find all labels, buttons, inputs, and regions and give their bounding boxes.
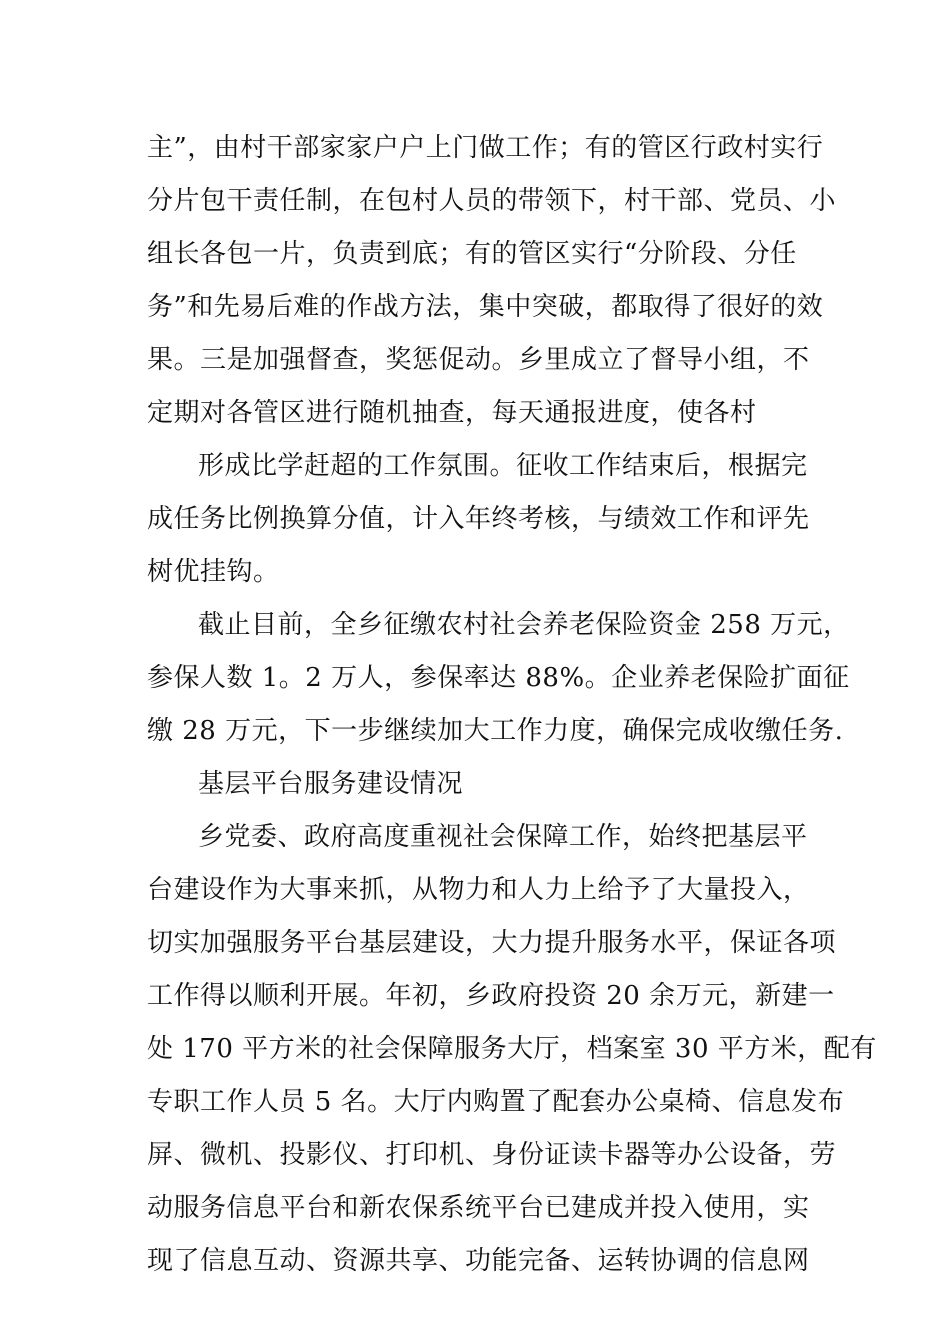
text-line: 定期对各管区进行随机抽查，每天通报进度，使各村 [147,398,757,428]
text-line: 专职工作人员 5 名。大厅内购置了配套办公桌椅、信息发布 [147,1087,845,1117]
text-line: 切实加强服务平台基层建设，大力提升服务水平，保证各项 [147,928,837,958]
text-line: 树优挂钩。 [147,557,280,587]
text-line: 现了信息互动、资源共享、功能完备、运转协调的信息网 [147,1246,810,1276]
text-line: 工作得以顺利开展。年初，乡政府投资 20 余万元，新建一 [147,981,835,1011]
section-heading: 基层平台服务建设情况 [198,769,464,799]
text-line: 动服务信息平台和新农保系统平台已建成并投入使用，实 [147,1193,810,1223]
text-line: 台建设作为大事来抓，从物力和人力上给予了大量投入， [147,875,810,905]
text-line: 务”和先易后难的作战方法，集中突破，都取得了很好的效 [147,292,824,322]
text-line: 分片包干责任制，在包村人员的带领下，村干部、党员、小 [147,186,837,216]
text-line: 果。三是加强督查，奖惩促动。乡里成立了督导小组，不 [147,345,810,375]
text-line: 组长各包一片，负责到底；有的管区实行“分阶段、分任 [147,239,797,269]
text-line: 缴 28 万元，下一步继续加大工作力度，确保完成收缴任务. [147,716,844,746]
text-line: 成任务比例换算分值，计入年终考核，与绩效工作和评先 [147,504,810,534]
text-line: 参保人数 1。2 万人，参保率达 88%。企业养老保险扩面征 [147,663,850,693]
text-line: 形成比学赶超的工作氛围。征收工作结束后，根据完 [198,451,808,481]
text-line: 乡党委、政府高度重视社会保障工作，始终把基层平 [198,822,808,852]
text-line: 处 170 平方米的社会保障服务大厅，档案室 30 平方米，配有 [147,1034,877,1064]
text-line: 屏、微机、投影仪、打印机、身份证读卡器等办公设备，劳 [147,1140,837,1170]
text-line: 主”，由村干部家家户户上门做工作；有的管区行政村实行 [147,133,824,163]
text-line: 截止目前，全乡征缴农村社会养老保险资金 258 万元， [198,610,850,640]
